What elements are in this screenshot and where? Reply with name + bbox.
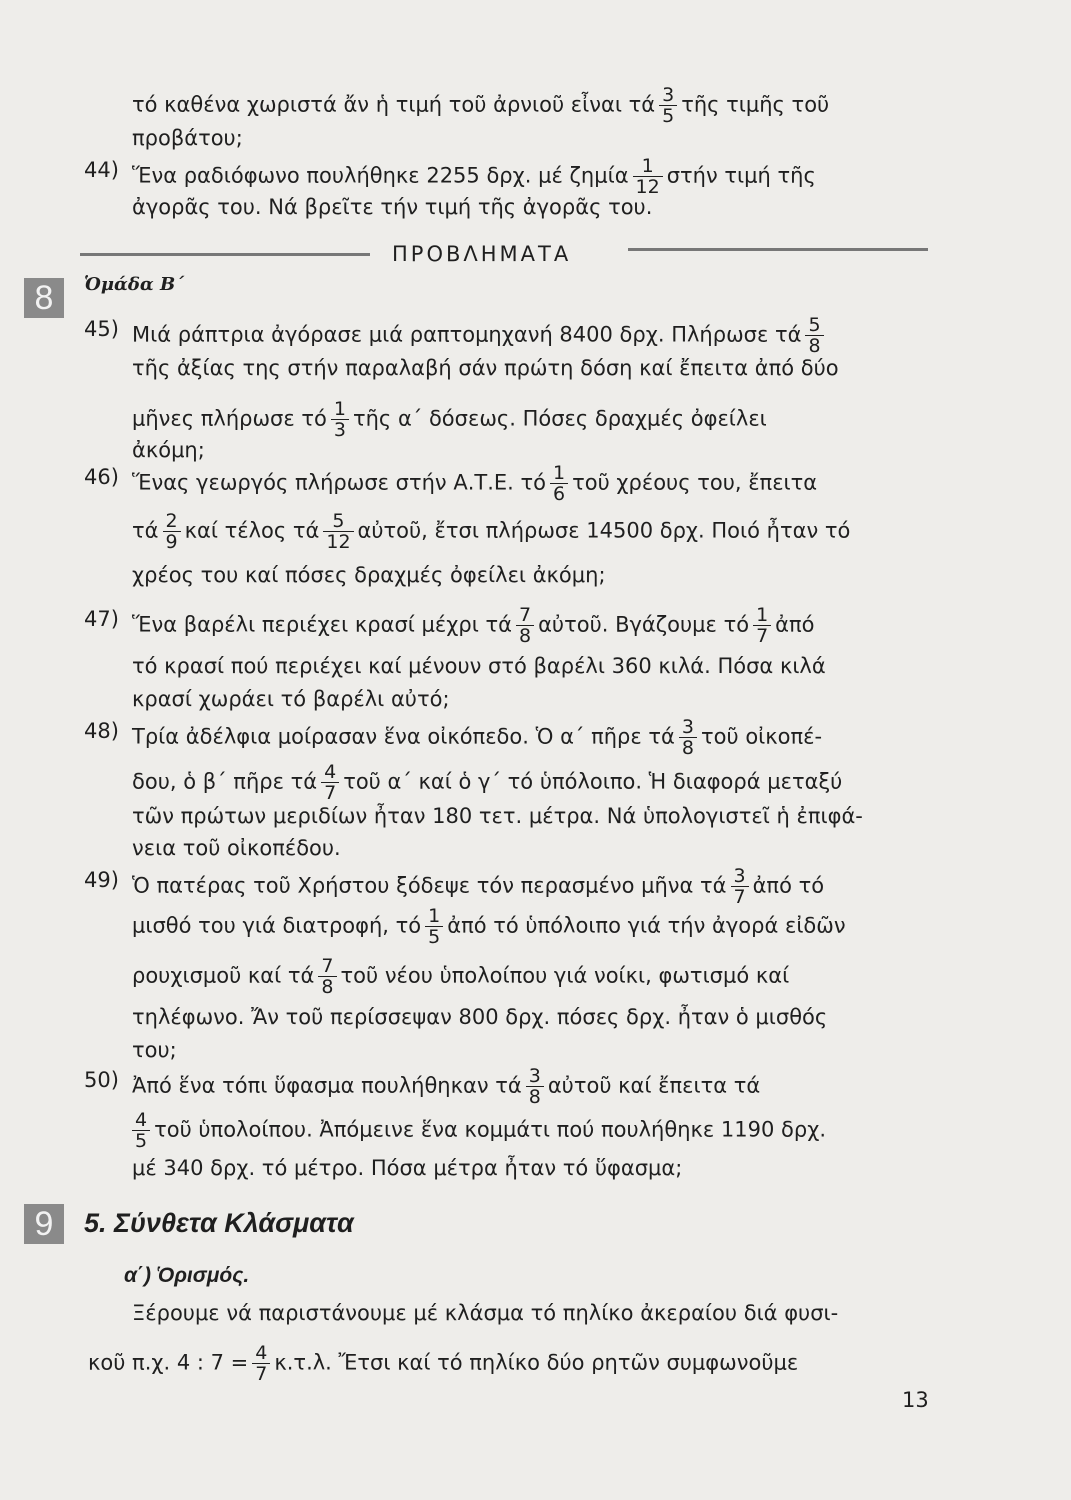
text-segment: καί τέλος τά	[184, 518, 320, 543]
text-line: του;	[132, 1038, 177, 1062]
text-segment: Ὁ πατέρας τοῦ Χρήστου ξόδεψε τόν περασμένο μῆνα τά	[132, 873, 727, 898]
heading-rule-right	[628, 248, 928, 251]
fraction-denominator: 8	[321, 976, 334, 998]
fraction-denominator: 3	[333, 419, 346, 441]
fraction-denominator: 7	[756, 625, 769, 647]
fraction-numerator: 1	[633, 156, 663, 177]
text-segment: Ἀπό ἕνα τόπι ὕφασμα πουλήθηκαν τά	[132, 1073, 522, 1098]
text-segment: αὐτοῦ καί ἔπειτα τά	[547, 1073, 761, 1098]
exercise-number: 50)	[84, 1068, 119, 1092]
fraction-numerator: 3	[659, 85, 677, 106]
text-segment: Ἕνα βαρέλι περιέχει κρασί μέχρι τά	[132, 612, 512, 637]
fraction	[550, 463, 568, 504]
fraction-numerator: 5	[323, 511, 353, 532]
subsection-title: α΄) Ὁρισμός.	[124, 1264, 250, 1287]
text-line	[132, 156, 816, 197]
fraction	[321, 762, 339, 803]
text-segment: κοῦ π.χ. 4 : 7 =	[88, 1350, 249, 1375]
text-line	[132, 1110, 826, 1151]
problems-heading: ΠΡΟΒΛΗΜΑΤΑ	[392, 242, 572, 266]
text-line: τῶν πρώτων μεριδίων ἦταν 180 τετ. μέτρα. Νά ὑπολογιστεῖ ἡ ἐπιφά-	[132, 804, 863, 828]
text-line: μέ 340 δρχ. τό μέτρο. Πόσα μέτρα ἦταν τό ὕφασμα;	[132, 1156, 683, 1180]
text-line: χρέος του καί πόσες δραχμές ὀφείλει ἀκόμη;	[132, 563, 606, 587]
exercise-number: 48)	[84, 719, 119, 743]
fraction-numerator: 1	[550, 463, 568, 484]
heading-rule-left	[80, 253, 370, 256]
fraction-numerator: 4	[132, 1110, 150, 1131]
fraction-numerator: 1	[331, 399, 349, 420]
text-line	[88, 1343, 798, 1384]
text-line	[132, 511, 850, 552]
text-line	[132, 717, 822, 758]
text-line	[132, 956, 789, 997]
exercise-number: 45)	[84, 317, 119, 341]
text-segment: τά	[132, 518, 159, 543]
fraction	[163, 511, 181, 552]
margin-badge-9: 9	[24, 1204, 64, 1244]
fraction-denominator: 12	[326, 531, 351, 553]
fraction-numerator: 2	[163, 511, 181, 532]
text-line	[132, 463, 817, 504]
fraction	[526, 1066, 544, 1107]
text-segment: τό καθένα χωριστά ἄν ἡ τιμή τοῦ ἀρνιοῦ εἶναι τά	[132, 92, 656, 117]
fraction	[425, 906, 443, 947]
fraction-numerator: 1	[425, 906, 443, 927]
text-line: ἀκόμη;	[132, 438, 205, 462]
section-title: 5. Σύνθετα Κλάσματα	[84, 1208, 354, 1238]
text-segment: Τρία ἀδέλφια μοίρασαν ἕνα οἰκόπεδο. Ὁ α΄ πῆρε τά	[132, 724, 675, 749]
exercise-number: 44)	[84, 158, 119, 182]
fraction-denominator: 8	[808, 335, 821, 357]
text-segment: τοῦ νέου ὑπολοίπου γιά νοίκι, φωτισμό καί	[340, 963, 790, 988]
fraction	[659, 85, 677, 126]
fraction	[318, 956, 336, 997]
fraction-denominator: 8	[528, 1086, 541, 1108]
fraction-denominator: 5	[662, 105, 675, 127]
fraction	[252, 1343, 270, 1384]
margin-badge-8: 8	[24, 278, 64, 318]
text-segment: Μιά ράπτρια ἀγόρασε μιά ραπτομηχανή 8400 δρχ. Πλήρωσε τά	[132, 322, 802, 347]
text-line: προβάτου;	[132, 126, 243, 150]
text-segment: τοῦ οἰκοπέ-	[701, 724, 823, 749]
text-segment: κ.τ.λ. Ἔτσι καί τό πηλίκο δύο ρητῶν συμφωνοῦμε	[274, 1350, 799, 1375]
text-line	[132, 85, 829, 126]
fraction-denominator: 7	[255, 1363, 268, 1385]
fraction-numerator: 5	[805, 315, 823, 336]
text-segment: τοῦ χρέους του, ἔπειτα	[572, 470, 818, 495]
fraction-denominator: 9	[165, 531, 178, 553]
text-line	[132, 866, 824, 907]
text-segment: ἀπό τό	[752, 873, 825, 898]
fraction	[679, 717, 697, 758]
text-segment: Ἕνας γεωργός πλήρωσε στήν Α.Τ.Ε. τό	[132, 470, 546, 495]
text-line: κρασί χωράει τό βαρέλι αὐτό;	[132, 687, 450, 711]
text-line	[132, 1066, 760, 1107]
text-segment: δου, ὁ β΄ πῆρε τά	[132, 769, 318, 794]
fraction	[731, 866, 749, 907]
fraction-denominator: 6	[552, 483, 566, 505]
text-line: τῆς ἀξίας της στήν παραλαβή σάν πρώτη δόση καί ἔπειτα ἀπό δύο	[132, 356, 839, 380]
fraction-denominator: 8	[681, 737, 694, 759]
fraction-numerator: 4	[252, 1343, 270, 1364]
fraction-numerator: 3	[679, 717, 697, 738]
text-segment: ἀπό τό ὑπόλοιπο γιά τήν ἀγορά εἰδῶν	[447, 913, 846, 938]
text-segment: τῆς α΄ δόσεως. Πόσες δραχμές ὀφείλει	[352, 406, 767, 431]
text-segment: τῆς τιμῆς τοῦ	[681, 92, 830, 117]
fraction	[805, 315, 823, 356]
fraction-denominator: 8	[519, 625, 532, 647]
fraction-numerator: 7	[318, 956, 336, 977]
text-segment: αὐτοῦ, ἔτσι πλήρωσε 14500 δρχ. Ποιό ἦταν τό	[357, 518, 851, 543]
text-segment: τοῦ ὑπολοίπου. Ἀπόμεινε ἕνα κομμάτι πού πουλήθηκε 1190 δρχ.	[154, 1117, 827, 1142]
fraction	[633, 156, 663, 197]
text-segment: αὐτοῦ. Βγάζουμε τό	[538, 612, 750, 637]
fraction	[132, 1110, 150, 1151]
text-line: ἀγορᾶς του. Νά βρεῖτε τήν τιμή τῆς ἀγορᾶς του.	[132, 195, 653, 219]
fraction-denominator: 5	[428, 926, 441, 948]
text-line	[132, 315, 828, 356]
text-segment: μισθό του γιά διατροφή, τό	[132, 913, 422, 938]
text-line: Ξέρουμε νά παριστάνουμε μέ κλάσμα τό πηλίκο ἀκεραίου διά φυσι-	[132, 1301, 839, 1325]
fraction	[323, 511, 353, 552]
fraction-numerator: 7	[516, 605, 534, 626]
fraction-numerator: 3	[731, 866, 749, 887]
fraction	[753, 605, 771, 646]
group-label: Ὁμάδα Β΄	[84, 274, 185, 295]
text-segment: τοῦ α΄ καί ὁ γ΄ τό ὑπόλοιπο. Ἡ διαφορά μεταξύ	[343, 769, 843, 794]
text-segment: Ἕνα ραδιόφωνο πουλήθηκε 2255 δρχ. μέ ζημία	[132, 163, 629, 188]
text-line	[132, 399, 767, 440]
exercise-number: 46)	[84, 465, 119, 489]
exercise-number: 47)	[84, 607, 119, 631]
fraction-denominator: 7	[733, 886, 746, 908]
fraction-numerator: 1	[753, 605, 771, 626]
fraction	[516, 605, 534, 646]
fraction-numerator: 3	[526, 1066, 544, 1087]
text-line	[132, 906, 846, 947]
text-line	[132, 762, 842, 803]
text-segment: μῆνες πλήρωσε τό	[132, 406, 327, 431]
text-segment: ρουχισμοῦ καί τά	[132, 963, 315, 988]
fraction	[331, 399, 349, 440]
fraction-numerator: 4	[321, 762, 339, 783]
fraction-denominator: 12	[635, 176, 660, 198]
text-line: τηλέφωνο. Ἄν τοῦ περίσσεψαν 800 δρχ. πόσες δρχ. ἦταν ὁ μισθός	[132, 1005, 828, 1029]
text-line: νεια τοῦ οἰκοπέδου.	[132, 836, 341, 860]
fraction-denominator: 5	[135, 1130, 148, 1152]
page-number: 13	[902, 1388, 929, 1412]
text-line	[132, 605, 815, 646]
exercise-number: 49)	[84, 868, 119, 892]
fraction-denominator: 7	[324, 782, 337, 804]
text-line: τό κρασί πού περιέχει καί μένουν στό βαρέλι 360 κιλά. Πόσα κιλά	[132, 654, 826, 678]
text-segment: ἀπό	[775, 612, 815, 637]
text-segment: στήν τιμή τῆς	[666, 163, 816, 188]
